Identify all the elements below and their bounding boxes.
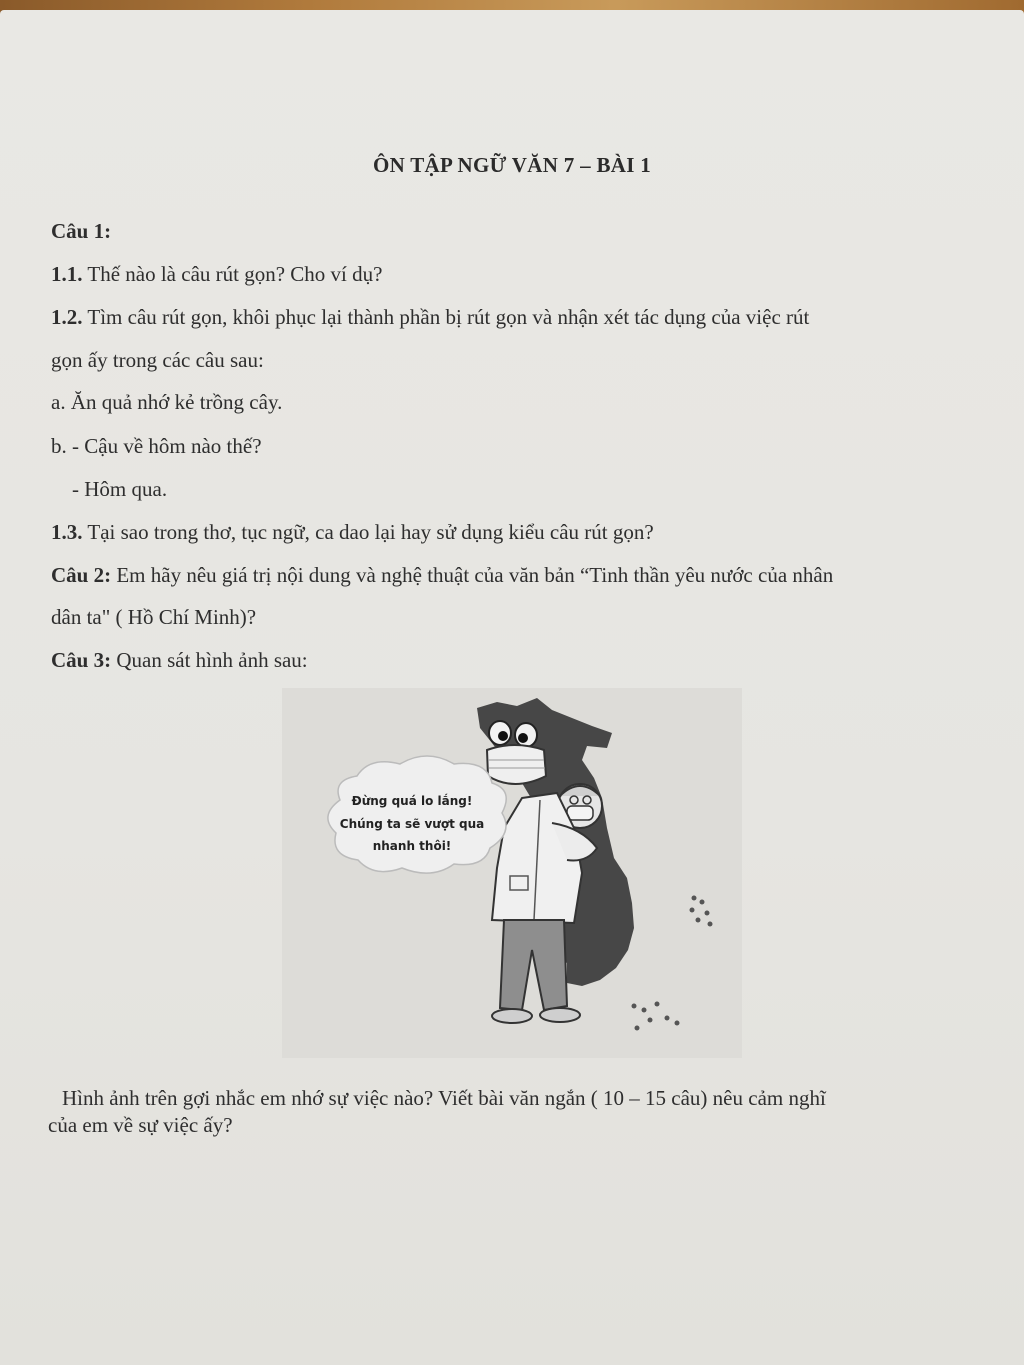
cartoon-figure <box>282 688 742 1058</box>
bubble-line1: Đừng quá lo lắng! <box>351 794 473 808</box>
question-1-2-line2: gọn ấy trong các câu sau: <box>51 348 264 372</box>
question-1-2-line1: 1.2. Tìm câu rút gọn, khôi phục lại thành phần bị rút gọn và nhận xét tác dụng của việc rút <box>51 305 810 329</box>
cau3-after-line2: của em về sự việc ấy? <box>48 1113 233 1137</box>
page-title: ÔN TẬP NGỮ VĂN 7 – BÀI 1 <box>372 153 652 177</box>
question-1-3: 1.3. Tại sao trong thơ, tục ngữ, ca dao lại hay sử dụng kiểu câu rút gọn? <box>51 520 654 544</box>
item-b-line2: - Hôm qua. <box>72 477 168 501</box>
item-b-line1: b. - Cậu về hôm nào thế? <box>51 434 262 458</box>
cau3-after-line1: Hình ảnh trên gợi nhắc em nhớ sự việc nào? Viết bài văn ngắn ( 10 – 15 câu) nêu cảm nghĩ <box>62 1086 826 1110</box>
bubble-line2: Chúng ta sẽ vượt qua <box>339 817 485 831</box>
question-1-1: 1.1. Thế nào là câu rút gọn? Cho ví dụ? <box>51 262 383 286</box>
bubble-line3: nhanh thôi! <box>372 839 452 853</box>
cau3-heading: Câu 3: Quan sát hình ảnh sau: <box>51 648 308 672</box>
item-a: a. Ăn quả nhớ kẻ trồng cây. <box>51 390 283 414</box>
cau1-heading: Câu 1: <box>51 219 112 243</box>
cau2-line2: dân ta" ( Hồ Chí Minh)? <box>51 605 257 629</box>
cau2-line1: Câu 2: Em hãy nêu giá trị nội dung và nghệ thuật của văn bản “Tinh thần yêu nước của nhân <box>51 563 834 587</box>
